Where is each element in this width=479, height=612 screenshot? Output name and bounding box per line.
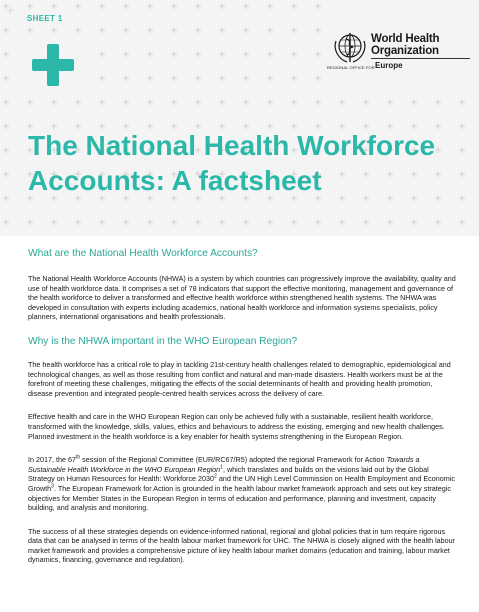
cross-mark <box>339 99 345 105</box>
cross-mark <box>3 27 9 33</box>
text-run: In 2017, the 67 <box>28 455 76 465</box>
cross-mark <box>123 99 129 105</box>
main-content <box>28 248 456 575</box>
cross-mark <box>459 171 465 177</box>
cross-mark <box>99 99 105 105</box>
cross-mark <box>459 147 465 153</box>
cross-mark <box>267 27 273 33</box>
cross-mark <box>243 219 249 225</box>
cross-mark <box>123 51 129 57</box>
cross-mark <box>99 3 105 9</box>
paragraph: The National Health Workforce Accounts (NHWA) is a system by which countries can progressively improve the availability, quality and use of health workforce data. It comprises a set of 78 indicators that support the effective monitoring, management and governance of the health workforce to deliver a transformed and effective health workforce within strengthened health systems. The NHWA was developed in consultation with experts including academics, national health workforce and information systems specialists, policy planners, international organisations and health professionals. <box>28 274 456 322</box>
cross-mark <box>51 3 57 9</box>
cross-mark <box>27 219 33 225</box>
who-divider <box>371 58 470 59</box>
plus-icon <box>32 44 74 86</box>
cross-mark <box>171 219 177 225</box>
cross-mark <box>75 99 81 105</box>
cross-mark <box>315 27 321 33</box>
cross-mark <box>219 99 225 105</box>
cross-mark <box>99 27 105 33</box>
cross-mark <box>195 75 201 81</box>
cross-mark <box>3 123 9 129</box>
cross-mark <box>291 99 297 105</box>
paragraph: The health workforce has a critical role to play in tackling 21st-century health challenges related to demographic, epidemiological and technological changes, as well as those resulting from conflict and natural and man-made disasters. Health workers must be at the forefront of meeting these challenges, mitigating the effects of the social determinants of health and providing health promotion, disease prevention and integrated people-centred health services across the delivery of care. <box>28 359 451 398</box>
cross-mark <box>75 3 81 9</box>
cross-mark <box>147 51 153 57</box>
who-office-text: REGIONAL OFFICE FOR <box>327 65 375 70</box>
cross-mark <box>51 27 57 33</box>
cross-mark <box>195 99 201 105</box>
cross-mark <box>435 99 441 105</box>
framework-title: Towards a Sustainable Health Workforce in the WHO European Region <box>28 455 420 474</box>
cross-mark <box>267 51 273 57</box>
cross-mark <box>99 219 105 225</box>
cross-mark <box>411 99 417 105</box>
cross-mark <box>291 27 297 33</box>
cross-mark <box>27 27 33 33</box>
cross-mark <box>195 51 201 57</box>
text-run: , which translates and builds on the visions laid out by the Global Strategy on Human Resources for Health: Workforce 2030 <box>28 464 429 484</box>
cross-mark <box>315 75 321 81</box>
cross-mark <box>291 219 297 225</box>
cross-mark <box>147 27 153 33</box>
cross-mark <box>171 51 177 57</box>
cross-mark <box>219 219 225 225</box>
cross-mark <box>3 195 9 201</box>
cross-mark <box>459 219 465 225</box>
text-run: session of the Regional Committee (EUR/RC67/R5) adopted the regional Framework for Action <box>80 455 387 465</box>
section-heading-why: Why is the NHWA important in the WHO European Region? <box>28 335 298 347</box>
text-run: and the UN High Level Commission on Health Employment and Economic Growth <box>28 474 455 493</box>
cross-mark <box>387 219 393 225</box>
cross-mark <box>51 219 57 225</box>
paragraph-framework <box>28 455 456 513</box>
cross-mark <box>267 99 273 105</box>
cross-mark <box>123 75 129 81</box>
cross-mark <box>171 75 177 81</box>
who-name-line1: World Health <box>371 33 440 45</box>
cross-mark <box>291 75 297 81</box>
cross-mark <box>219 3 225 9</box>
cross-mark <box>123 3 129 9</box>
cross-mark <box>195 219 201 225</box>
cross-mark <box>195 27 201 33</box>
cross-mark <box>315 99 321 105</box>
cross-mark <box>243 3 249 9</box>
cross-mark <box>363 219 369 225</box>
cross-mark <box>267 75 273 81</box>
cross-mark <box>171 3 177 9</box>
cross-mark <box>291 3 297 9</box>
cross-mark <box>459 195 465 201</box>
cross-mark <box>27 3 33 9</box>
text-run: . The European Framework for Action is grounded in the health labour market framework approach and sets out key strategic objectives for Member States in the European Region in terms of education and performance, planning and investment, capacity building, and analysis and monitoring. <box>28 483 451 513</box>
cross-mark <box>3 147 9 153</box>
cross-mark <box>243 75 249 81</box>
who-name-line2: Organization <box>371 45 439 57</box>
cross-mark <box>339 219 345 225</box>
cross-mark <box>3 99 9 105</box>
who-logo <box>327 31 473 81</box>
sheet-label: SHEET 1 <box>27 14 63 23</box>
cross-mark <box>75 27 81 33</box>
cross-mark <box>99 75 105 81</box>
cross-mark <box>219 27 225 33</box>
cross-mark <box>51 99 57 105</box>
cross-mark <box>147 99 153 105</box>
page-title: The National Health Workforce Accounts: A factsheet <box>28 130 436 196</box>
cross-mark <box>267 3 273 9</box>
cross-mark <box>147 219 153 225</box>
cross-mark <box>171 99 177 105</box>
cross-mark <box>3 51 9 57</box>
cross-mark <box>243 99 249 105</box>
who-office-label <box>327 65 375 70</box>
cross-mark <box>195 3 201 9</box>
who-region-label: Europe <box>375 61 403 70</box>
cross-mark <box>411 219 417 225</box>
cross-mark <box>291 51 297 57</box>
superscript: th <box>75 454 81 461</box>
who-name <box>371 33 439 57</box>
paragraph: The success of all these strategies depends on evidence-informed national, regional and global policies that in turn require rigorous data that can be analysed in terms of the health labour market framework for UHC. The NHWA is closely aligned with the health labour market framework and provides a comprehensive picture of key health labour market domains (education and training, labour market dynamics, financing, governance and regulation). <box>28 526 456 565</box>
cross-mark <box>27 99 33 105</box>
cross-mark <box>123 27 129 33</box>
paragraph: Effective health and care in the WHO European Region can only be achieved fully with a sustainable, resilient health workforce, transformed with the knowledge, skills, values, ethics and behaviours to address the existing, emerging and new health challenges. Planned investment in the health workforce is a key enabler for health systems strengthening in the European Region. <box>28 412 445 441</box>
cross-mark <box>459 99 465 105</box>
cross-mark <box>435 219 441 225</box>
cross-mark <box>171 27 177 33</box>
cross-mark <box>3 3 9 9</box>
cross-mark <box>363 99 369 105</box>
cross-mark <box>267 219 273 225</box>
cross-mark <box>99 51 105 57</box>
cross-mark <box>315 219 321 225</box>
cross-mark <box>147 3 153 9</box>
footnote-ref: 2 <box>214 473 217 480</box>
footnote-ref: 1 <box>220 464 223 471</box>
cross-mark <box>3 219 9 225</box>
cross-mark <box>387 99 393 105</box>
cross-mark <box>219 51 225 57</box>
cross-mark <box>3 171 9 177</box>
cross-mark <box>123 219 129 225</box>
section-heading-what: What are the National Health Workforce Accounts? <box>28 248 258 259</box>
cross-mark <box>3 75 9 81</box>
footnote-ref: 3 <box>51 483 54 490</box>
cross-mark <box>243 51 249 57</box>
who-emblem-icon <box>333 31 367 65</box>
cross-mark <box>147 75 153 81</box>
cross-mark <box>459 123 465 129</box>
cross-mark <box>75 219 81 225</box>
cross-mark <box>315 3 321 9</box>
cross-mark <box>315 51 321 57</box>
cross-mark <box>219 75 225 81</box>
cross-mark <box>243 27 249 33</box>
